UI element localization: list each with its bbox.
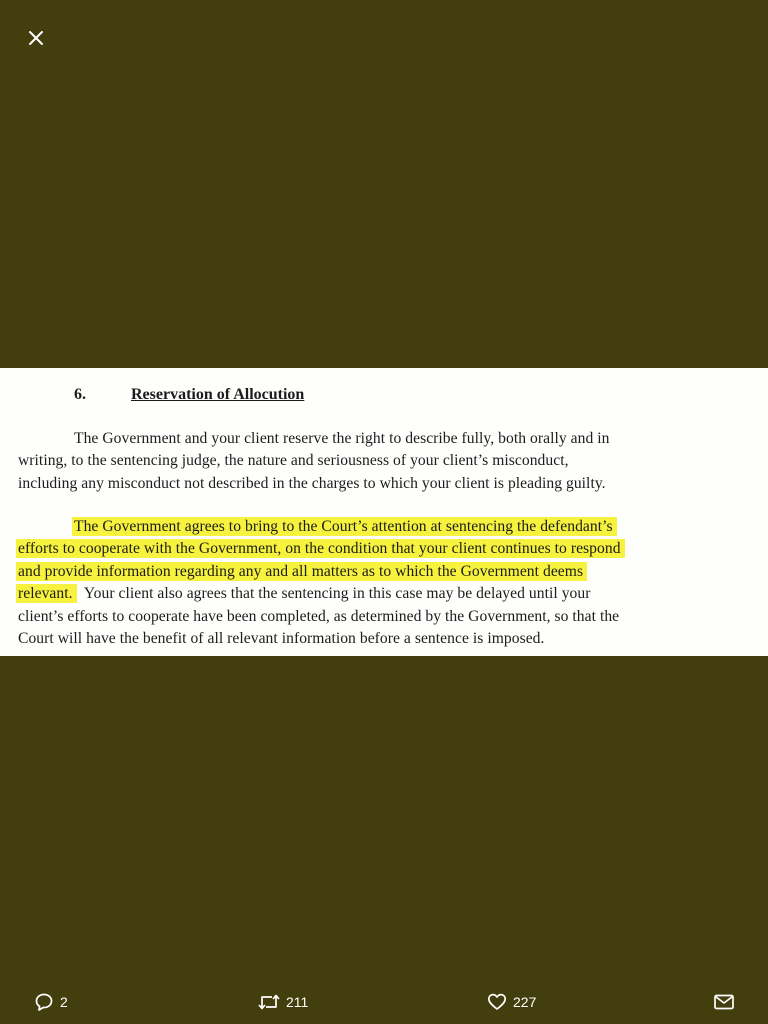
highlight: The Government agrees to bring to the Court’s attention at sentencing the defendant’s: [72, 517, 617, 536]
highlighted-line: [18, 516, 750, 538]
action-bar: [0, 968, 768, 1024]
paragraph-text: Your client also agrees that the sentencing in this case may be delayed until your: [83, 585, 591, 603]
paragraph-cooperation: [18, 516, 750, 650]
highlight: relevant.: [16, 584, 77, 603]
paragraph-line: including any misconduct not described in the charges to which your client is pleading guilty.: [18, 474, 606, 492]
like-count: 227: [513, 994, 537, 1010]
reply-icon: [34, 992, 54, 1012]
highlighted-line: [18, 561, 750, 583]
highlighted-line: [18, 538, 750, 560]
paragraph-line: The Government and your client reserve the right to describe fully, both orally and in: [74, 430, 610, 447]
paragraph-line: Court will have the benefit of all relevant information before a sentence is imposed.: [18, 630, 545, 648]
close-icon: [28, 30, 44, 46]
paragraph-line: writing, to the sentencing judge, the nature and seriousness of your client’s misconduct,: [18, 452, 569, 470]
mail-icon: [713, 992, 735, 1012]
retweet-icon: [258, 992, 280, 1012]
retweet-button[interactable]: [258, 990, 308, 1014]
paragraph-line: client’s efforts to cooperate have been completed, as determined by the Government, so that the: [18, 607, 620, 625]
highlight: efforts to cooperate with the Government, on the condition that your client continues to respond: [16, 539, 625, 558]
reply-count: 2: [60, 994, 68, 1010]
share-button[interactable]: [713, 990, 735, 1014]
document-image: [0, 368, 768, 656]
highlight: and provide information regarding any and all matters as to which the Government deems: [16, 562, 587, 581]
close-button[interactable]: [22, 24, 50, 52]
section-number: 6.: [74, 386, 86, 403]
section-title: Reservation of Allocution: [131, 386, 305, 403]
retweet-count: 211: [286, 994, 309, 1010]
paragraph-allocution-rights: [18, 428, 750, 495]
heart-icon: [487, 992, 507, 1012]
like-button[interactable]: [487, 990, 536, 1014]
reply-button[interactable]: [34, 990, 68, 1014]
mixed-line: [18, 583, 750, 605]
